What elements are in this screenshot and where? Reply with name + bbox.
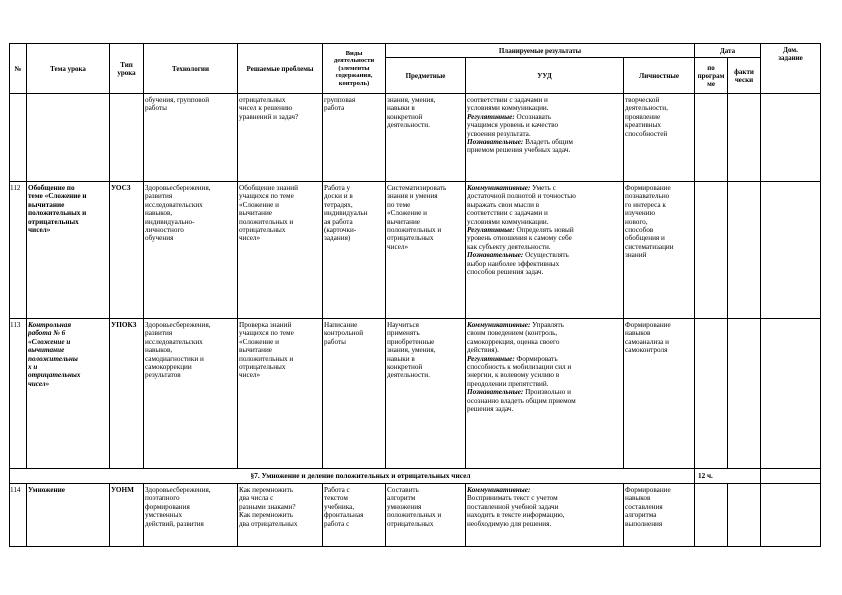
row113-uud: Коммуникативные: Управлять своим поведением (контроль, самокоррекция, оценка своего действия). Регулятивные: Формировать способность к мобилизации сил и энергии, к волевому усилию в преодолении препятствий. Познавательные: Произвольно и осознанно владеть общим приемом решения задач. <box>467 321 576 414</box>
row114-personal: Формирование навыков составления алгоритма выполнения <box>625 486 671 528</box>
col-line <box>322 43 323 469</box>
row114-num: 114 <box>10 486 21 494</box>
row113-topic: Контрольная работа № 6 «Сложение и вычитание положительны х и отрицательных чисел» <box>28 321 81 388</box>
row114-subject: Составить алгоритм умножения положительных и отрицательных <box>387 486 442 528</box>
header-activity: Виды деятельности (элементы содержания, контроль) <box>333 49 375 87</box>
cont-activity: групповая работа <box>324 96 356 113</box>
col-line <box>322 483 323 547</box>
row113-type: УПОКЗ <box>111 321 137 329</box>
header-num: № <box>14 64 22 73</box>
section-hours: 12 ч. <box>698 472 713 480</box>
row114-topic: Умножение <box>28 486 65 494</box>
row113-problems: Проверка знаний учащихся по теме «Сложение и вычитание положительных и отрицательных чисел» <box>239 321 294 380</box>
row113-tech: Здоровьесбережения, развития исследовательских навыков, самодиагностики и самокоррекции результатов <box>145 321 211 380</box>
header-date: Дата <box>719 46 736 55</box>
col-line <box>26 483 27 547</box>
col-line <box>623 483 624 547</box>
col-line <box>727 57 728 469</box>
col-line <box>623 57 624 469</box>
cont-personal: творческой деятельности, проявление креативных способностей <box>625 96 668 138</box>
header-problems: Решаемые проблемы <box>246 64 314 73</box>
col-line <box>385 43 386 469</box>
col-line <box>694 43 695 547</box>
row112-topic: Обобщение по теме «Сложение и вычитание положительных и отрицательных чисел» <box>28 184 87 235</box>
row114-tech: Здоровьесбережения, поэтапного формирования умственных действий, развития <box>145 486 211 528</box>
row112-personal: Формирование познавательно го интереса к изучению нового, способов обобщения и систематизации знаний <box>625 184 674 260</box>
col-line <box>9 43 10 547</box>
col-line <box>820 43 821 547</box>
section-title: §7. Умножение и деление положительных и отрицательных чисел <box>250 471 471 480</box>
cont-subject: знания, умения, навыки в конкретной деятельности. <box>387 96 436 130</box>
row-divider-114 <box>9 483 821 484</box>
row114-problems: Как перемножить два числа с разными знаками? Как перемножить два отрицательных <box>239 486 298 528</box>
row112-problems: Обобщение знаний учащихся по теме «Сложение и вычитание положительных и отрицательных чисел» <box>239 184 298 243</box>
col-line <box>26 43 27 469</box>
col-line <box>109 483 110 547</box>
col-line <box>143 43 144 469</box>
row112-tech: Здоровьесбережения, развития исследовательских навыков, индивидуально- личностного обучения <box>145 184 211 243</box>
header-subject: Предметные <box>405 71 446 80</box>
row112-type: УОСЗ <box>111 184 131 192</box>
row113-subject: Научиться применять приобретенные знания, умения, навыки в конкретной деятельности. <box>387 321 436 380</box>
row113-activity: Написание контрольной работы <box>324 321 364 346</box>
row113-personal: Формирование навыков самоанализа и самоконтроля <box>625 321 671 355</box>
col-line <box>385 483 386 547</box>
row114-uud: Коммуникативные: Воспринимать текст с учетом поставленной учебной задачи находить в тексте информацию, необходимую для решения. <box>467 486 565 528</box>
col-line <box>465 57 466 469</box>
table-border-bottom <box>9 546 821 547</box>
header-homework: Дом. задание <box>778 46 803 62</box>
cont-problems: отрицательных чисел к решению уравнений и задач? <box>239 96 299 121</box>
col-line <box>143 483 144 547</box>
header-topic: Тема урока <box>50 64 86 73</box>
header-tech: Технологии <box>172 64 209 73</box>
col-line <box>237 43 238 469</box>
header-personal: Личностные <box>639 71 679 80</box>
header-uud: УУД <box>537 71 552 80</box>
row113-num: 113 <box>10 321 21 329</box>
row112-activity: Работа у доски и в тетрадях, индивидуальн ая работа (карточки- задания) <box>324 184 368 243</box>
col-line <box>465 483 466 547</box>
row112-num: 112 <box>10 184 21 192</box>
col-line <box>109 43 110 469</box>
cont-uud: соответствии с задачами и условиями коммуникации. Регулятивные: Осознавать учащимся уровень и качество усвоения результата. Познавательные: Владеть общим приемом решения учебных задач. <box>467 96 573 155</box>
header-type: Тип урока <box>117 60 136 77</box>
header-bottom-line <box>9 93 821 94</box>
header-actual: факти чески <box>734 67 754 84</box>
header-by-plan: по програм ме <box>697 63 725 88</box>
row-divider-112 <box>9 181 821 182</box>
header-planned-results: Планируемые результаты <box>498 46 582 55</box>
col-line <box>727 483 728 547</box>
row112-uud: Коммуникативные: Уметь с достаточной полнотой и точностью выражать свои мысли в соответствии с задачами и условиями коммуникации. Регулятивные: Определять новый уровень отношения к самому себе как субъекту деятельности. Познавательные: Осуществлять выбор наиболее эффективных способов решения задач. <box>467 184 576 277</box>
row112-subject: Систематизировать знания и умения по теме «Сложение и вычитание положительных и отрицательных чисел» <box>387 184 447 251</box>
col-line <box>760 43 761 547</box>
row114-activity: Работа с текстом учебника, фронтальная работа с <box>324 486 364 528</box>
cont-tech: обучения, групповой работы <box>145 96 210 113</box>
row-divider-113 <box>9 318 821 319</box>
col-line <box>237 483 238 547</box>
row114-type: УОНМ <box>111 486 134 494</box>
